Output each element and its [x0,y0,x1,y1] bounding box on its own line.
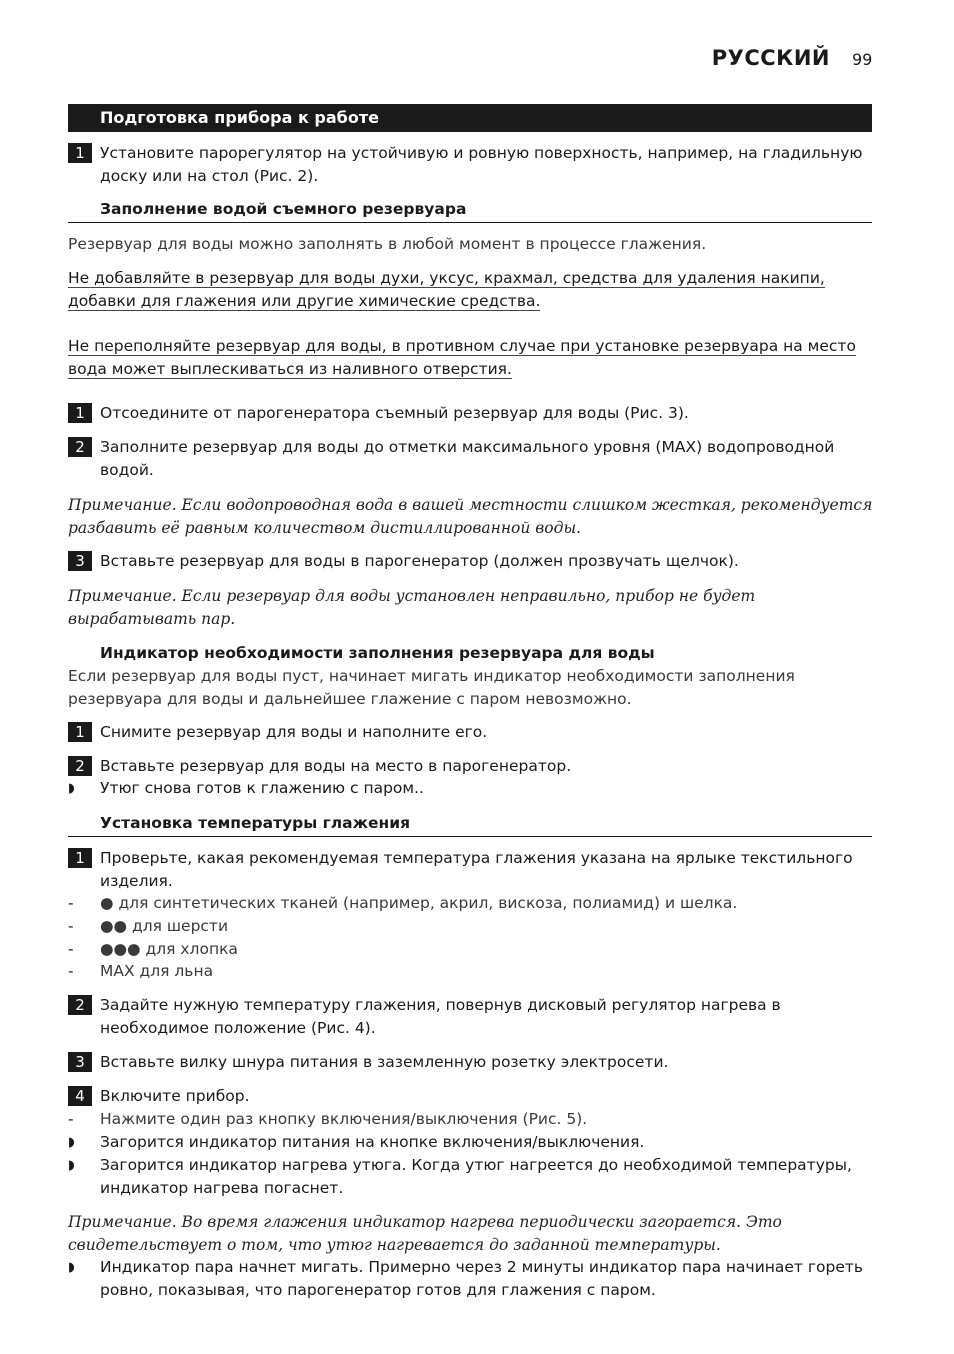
step-number: 1 [68,848,92,868]
section-title-bar: Подготовка прибора к работе [68,104,872,132]
temp-step-1 [68,847,874,893]
step-number: 2 [68,756,92,776]
step-text: Установите парорегулятор на устойчивую и ровную поверхность, например, на гладильную доску или на стол (Рис. 2). [100,144,863,185]
step-text: Заполните резервуар для воды до отметки максимального уровня (MAX) водопроводной водой. [100,438,835,479]
list-text: ●● для шерсти [100,917,229,935]
note-hard-water: Примечание. Если водопроводная вода в вашей местности слишком жесткая, рекомендуется разбавить её равным количеством дистиллированной воды. [68,496,873,537]
temp-step-4 [68,1085,874,1108]
result-arrow-icon: ◗ [68,1135,75,1150]
result-arrow-icon: ◗ [68,781,75,796]
step-number: 3 [68,551,92,571]
step-number: 2 [68,437,92,457]
fill-step-2 [68,436,874,482]
dash-mark: - [68,1110,74,1128]
step-number: 1 [68,143,92,163]
list-text: ● для синтетических тканей (например, акрил, вискоза, полиамид) и шелка. [100,894,738,912]
subheading-refill-indicator: Индикатор необходимости заполнения резервуара для воды [100,644,655,662]
step-text: Вставьте вилку шнура питания в заземленную розетку электросети. [100,1053,669,1071]
list-text: MAX для льна [100,962,214,980]
steam-result [68,1256,874,1302]
temp-list-item [68,915,874,938]
note-tank-position: Примечание. Если резервуар для воды установлен неправильно, прибор не будет вырабатывать пар. [68,587,756,628]
note-heat-indicator: Примечание. Во время глажения индикатор нагрева периодически загорается. Это свидетельствует о том, что утюг нагревается до заданной температуры. [68,1213,782,1254]
temp-step-3 [68,1051,874,1074]
step-text: Включите прибор. [100,1087,250,1105]
step-number: 1 [68,722,92,742]
step-number: 3 [68,1052,92,1072]
subheading-fill-water: Заполнение водой съемного резервуара [68,200,872,223]
step-number: 2 [68,995,92,1015]
indicator-intro: Если резервуар для воды пуст, начинает мигать индикатор необходимости заполнения резервуара для воды и дальнейшее глажение с паром невозможно. [68,667,795,708]
warning-additives [68,267,858,313]
warning-overfill [68,335,858,381]
result-text: Утюг снова готов к глажению с паром.. [100,779,424,797]
result-text: Загорится индикатор питания на кнопке включения/выключения. [100,1133,645,1151]
dash-mark: - [68,962,74,980]
step-text: Проверьте, какая рекомендуемая температура глажения указана на ярлыке текстильного изделия. [100,849,853,890]
result-text: Загорится индикатор нагрева утюга. Когда утюг нагреется до необходимой температуры, индикатор нагрева погаснет. [100,1156,852,1197]
power-result [68,1131,874,1154]
warning-text: Не переполняйте резервуар для воды, в противном случае при установке резервуара на место вода может выплескиваться из наливного отверстия. [68,337,856,378]
heat-result [68,1154,874,1200]
dash-mark: - [68,940,74,958]
step-text: Вставьте резервуар для воды на место в парогенератор. [100,757,572,775]
page-number: 99 [852,50,873,69]
temp-step-2 [68,994,874,1040]
indicator-step-1 [68,721,874,744]
power-instruction [68,1108,874,1131]
fill-step-1 [68,402,874,425]
fill-intro: Резервуар для воды можно заполнять в любой момент в процессе глажения. [68,235,707,253]
list-text: Нажмите один раз кнопку включения/выключения (Рис. 5). [100,1110,588,1128]
setup-step-1 [68,142,874,188]
result-text: Индикатор пара начнет мигать. Примерно через 2 минуты индикатор пара начинает гореть ровно, показывая, что парогенератор готов для глажения с паром. [100,1258,864,1299]
dash-mark: - [68,894,74,912]
language-header: РУССКИЙ [711,46,830,70]
step-number: 4 [68,1086,92,1106]
subheading-temperature: Установка температуры глажения [68,814,872,837]
dash-mark: - [68,917,74,935]
result-arrow-icon: ◗ [68,1158,75,1173]
step-text: Вставьте резервуар для воды в парогенератор (должен прозвучать щелчок). [100,552,739,570]
list-text: ●●● для хлопка [100,940,238,958]
step-text: Отсоедините от парогенератора съемный резервуар для воды (Рис. 3). [100,404,689,422]
result-arrow-icon: ◗ [68,1260,75,1275]
temp-list-item [68,960,874,983]
fill-step-3 [68,550,874,573]
step-number: 1 [68,403,92,423]
indicator-step-2 [68,755,874,778]
indicator-result [68,777,874,800]
warning-text: Не добавляйте в резервуар для воды духи, уксус, крахмал, средства для удаления накипи, добавки для глажения или другие химические средства. [68,269,825,310]
temp-list-item [68,892,874,915]
temp-list-item [68,938,874,961]
step-text: Снимите резервуар для воды и наполните его. [100,723,488,741]
step-text: Задайте нужную температуру глажения, повернув дисковый регулятор нагрева в необходимое положение (Рис. 4). [100,996,781,1037]
